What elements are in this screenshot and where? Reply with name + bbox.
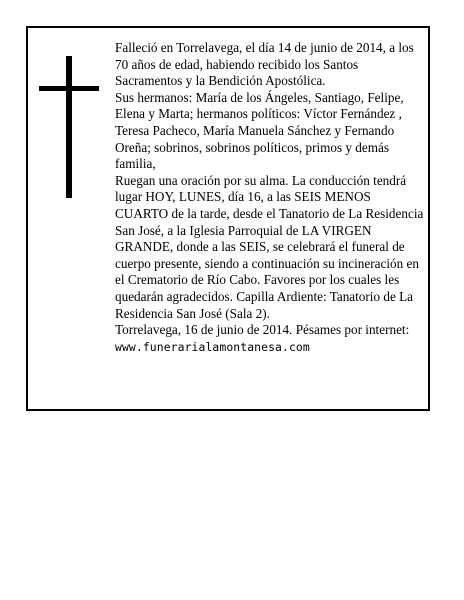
death-announcement: Falleció en Torrelavega, el día 14 de junio de 2014, a los 70 años de edad, habiendo recibido los Santos Sacramentos y la Bendición Apostólica.	[115, 40, 414, 89]
cross-vertical-bar	[66, 56, 72, 198]
date-and-condolences: Torrelavega, 16 de junio de 2014. Pésames por internet:	[115, 322, 410, 338]
obituary-notice-frame	[26, 26, 430, 411]
funeral-home-website-link[interactable]: www.funerarialamontanesa.com	[115, 339, 310, 354]
obituary-text	[115, 40, 425, 355]
funeral-details: Ruegan una oración por su alma. La conducción tendrá lugar HOY, LUNES, día 16, a las SEIS MENOS CUARTO de la tarde, desde el Tanatorio de La Residencia San José, a la Iglesia Parroquial de LA VIRGEN GRANDE, donde a las SEIS, se celebrará el funeral de cuerpo presente, siendo a continuación su incineración en el Crematorio de Río Cabo. Favores por los cuales les quedarán agradecidos. Capilla Ardiente: Tanatorio de La Residencia San José (Sala 2).	[115, 172, 424, 321]
cross-horizontal-bar	[39, 86, 99, 91]
family-list: Sus hermanos: María de los Ángeles, Santiago, Felipe, Elena y Marta; hermanos políticos: Víctor Fernández , Teresa Pacheco, María Manuela Sánchez y Fernando Oreña; sobrinos, sobrinos políticos, primos y demás familia,	[115, 89, 404, 172]
